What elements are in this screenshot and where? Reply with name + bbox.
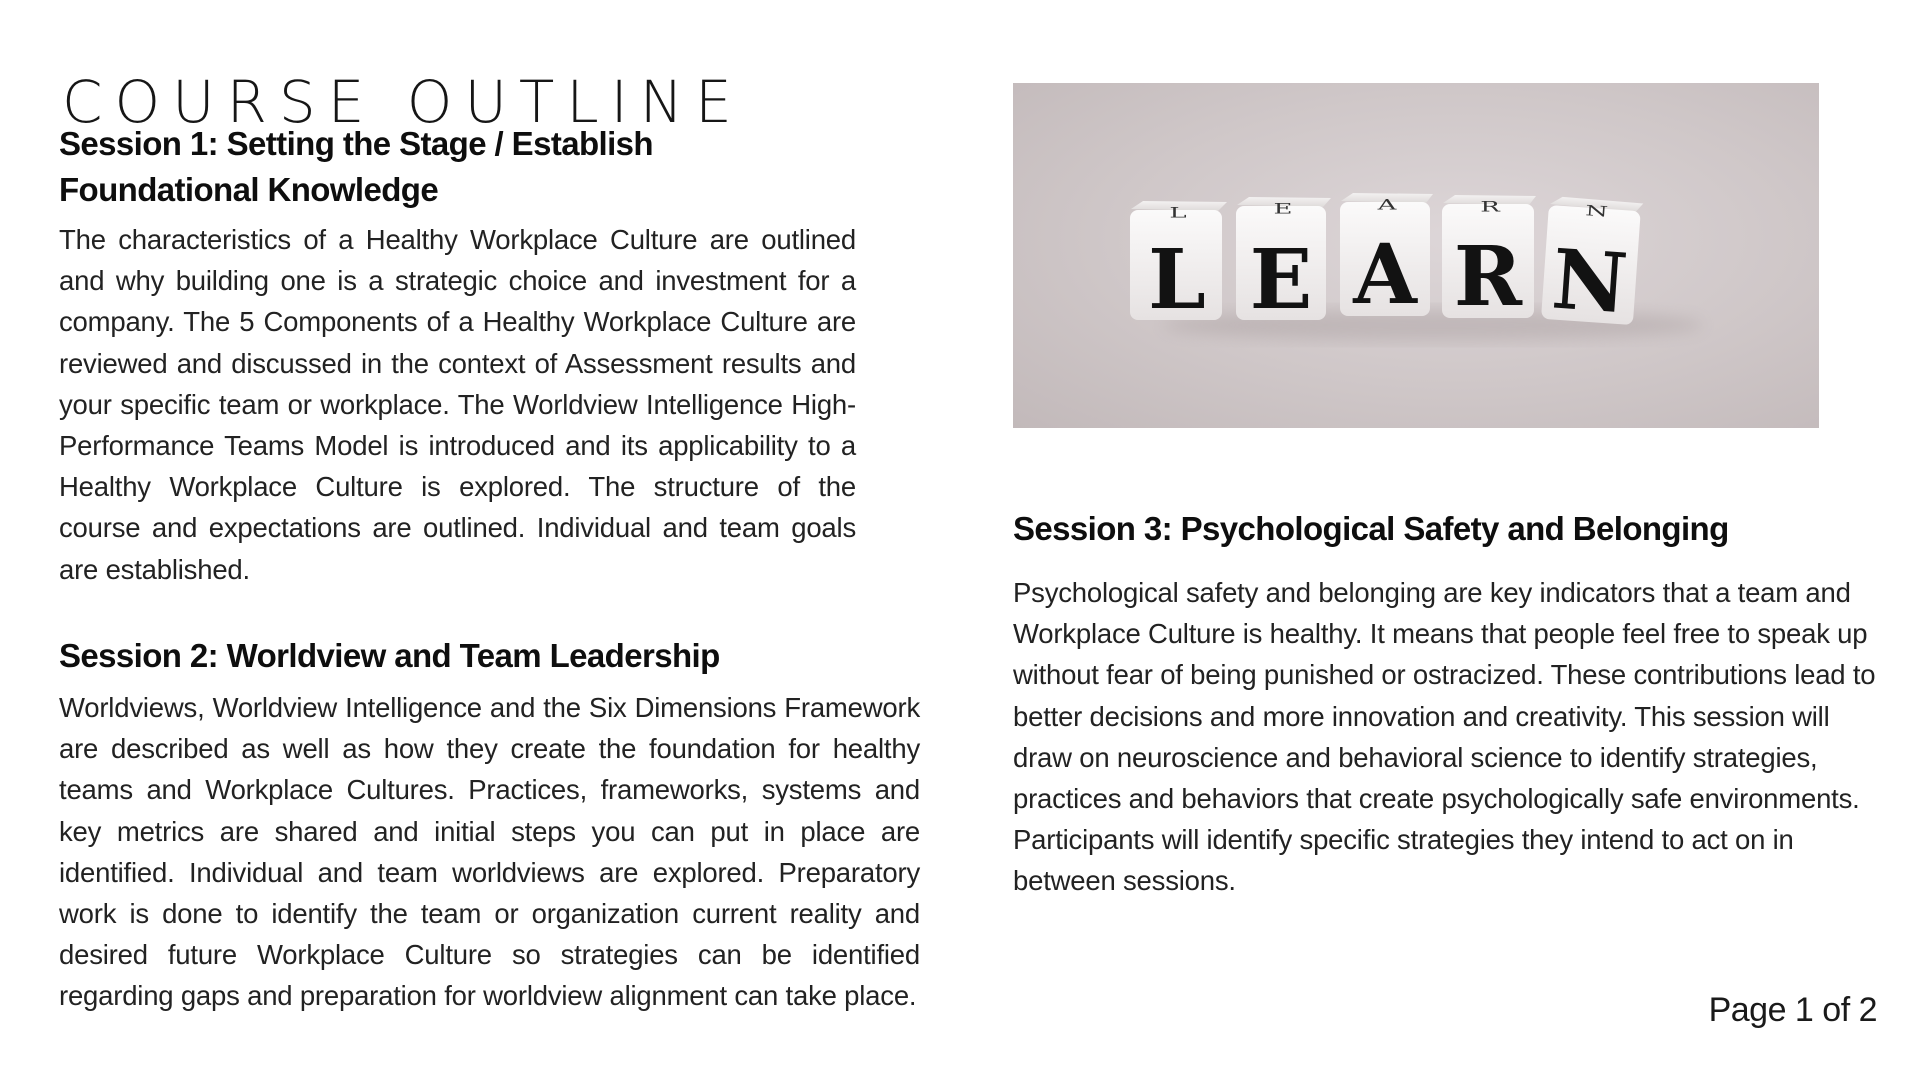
session-3	[1013, 506, 1883, 902]
block-a	[1340, 193, 1433, 323]
block-l-top-letter: L	[1169, 204, 1187, 222]
session-1-heading: Session 1: Setting the Stage / Establish Foundational Knowledge	[59, 125, 653, 208]
block-n-letter: N	[1548, 231, 1631, 333]
block-a-top-letter: A	[1377, 196, 1397, 214]
block-r-letter: R	[1453, 229, 1523, 325]
learn-blocks-image	[1013, 83, 1819, 428]
page-title: COURSE OUTLINE	[62, 67, 744, 136]
session-2	[59, 633, 921, 1017]
block-e-letter: E	[1249, 232, 1313, 328]
block-a-letter: A	[1353, 227, 1417, 323]
block-e	[1236, 197, 1331, 328]
session-2-body: Worldviews, Worldview Intelligence and the Six Dimensions Framework are described as well as how they create the foundation for healthy teams and Workplace Cultures. Practices, frameworks, systems and key metrics are shared and initial steps you can put in place are identified. Individual and team worldviews are explored. Preparatory work is done to identify the team or organization current reality and desired future Workplace Culture so strategies can be identified regarding gaps and preparation for worldview alignment can take place.	[59, 692, 920, 1012]
session-1-body: The characteristics of a Healthy Workplace Culture are outlined and why building one is a strategic choice and investment for a company. The 5 Components of a Healthy Workplace Culture are reviewed and discussed in the context of Assessment results and your specific team or workplace. The Worldview Intelligence High-Performance Teams Model is introduced and its applicability to a Healthy Workplace Culture is explored. The structure of the course and expectations are outlined. Individual and team goals are established.	[59, 224, 856, 585]
session-3-heading: Session 3: Psychological Safety and Belonging	[1013, 510, 1729, 547]
block-n	[1540, 196, 1643, 333]
block-l-letter: L	[1148, 232, 1206, 328]
session-2-heading: Session 2: Worldview and Team Leadership	[59, 637, 720, 674]
block-l	[1130, 201, 1227, 328]
block-e-top-letter: E	[1273, 200, 1293, 218]
block-r	[1442, 195, 1536, 325]
block-r-top-letter: R	[1480, 198, 1500, 216]
session-3-body: Psychological safety and belonging are key indicators that a team and Workplace Culture is healthy. It means that people feel free to speak up without fear of being punished or ostracized. These contributions lead to better decisions and more innovation and creativity. This session will draw on neuroscience and behavioral science to identify strategies, practices and behaviors that create psychologically safe environments. Participants will identify specific strategies they intend to act on in between sessions.	[1013, 577, 1876, 897]
session-1	[59, 121, 859, 590]
page-number: Page 1 of 2	[1708, 991, 1877, 1029]
block-n-top-letter: N	[1584, 202, 1609, 221]
learn-blocks-illustration	[1013, 83, 1819, 428]
